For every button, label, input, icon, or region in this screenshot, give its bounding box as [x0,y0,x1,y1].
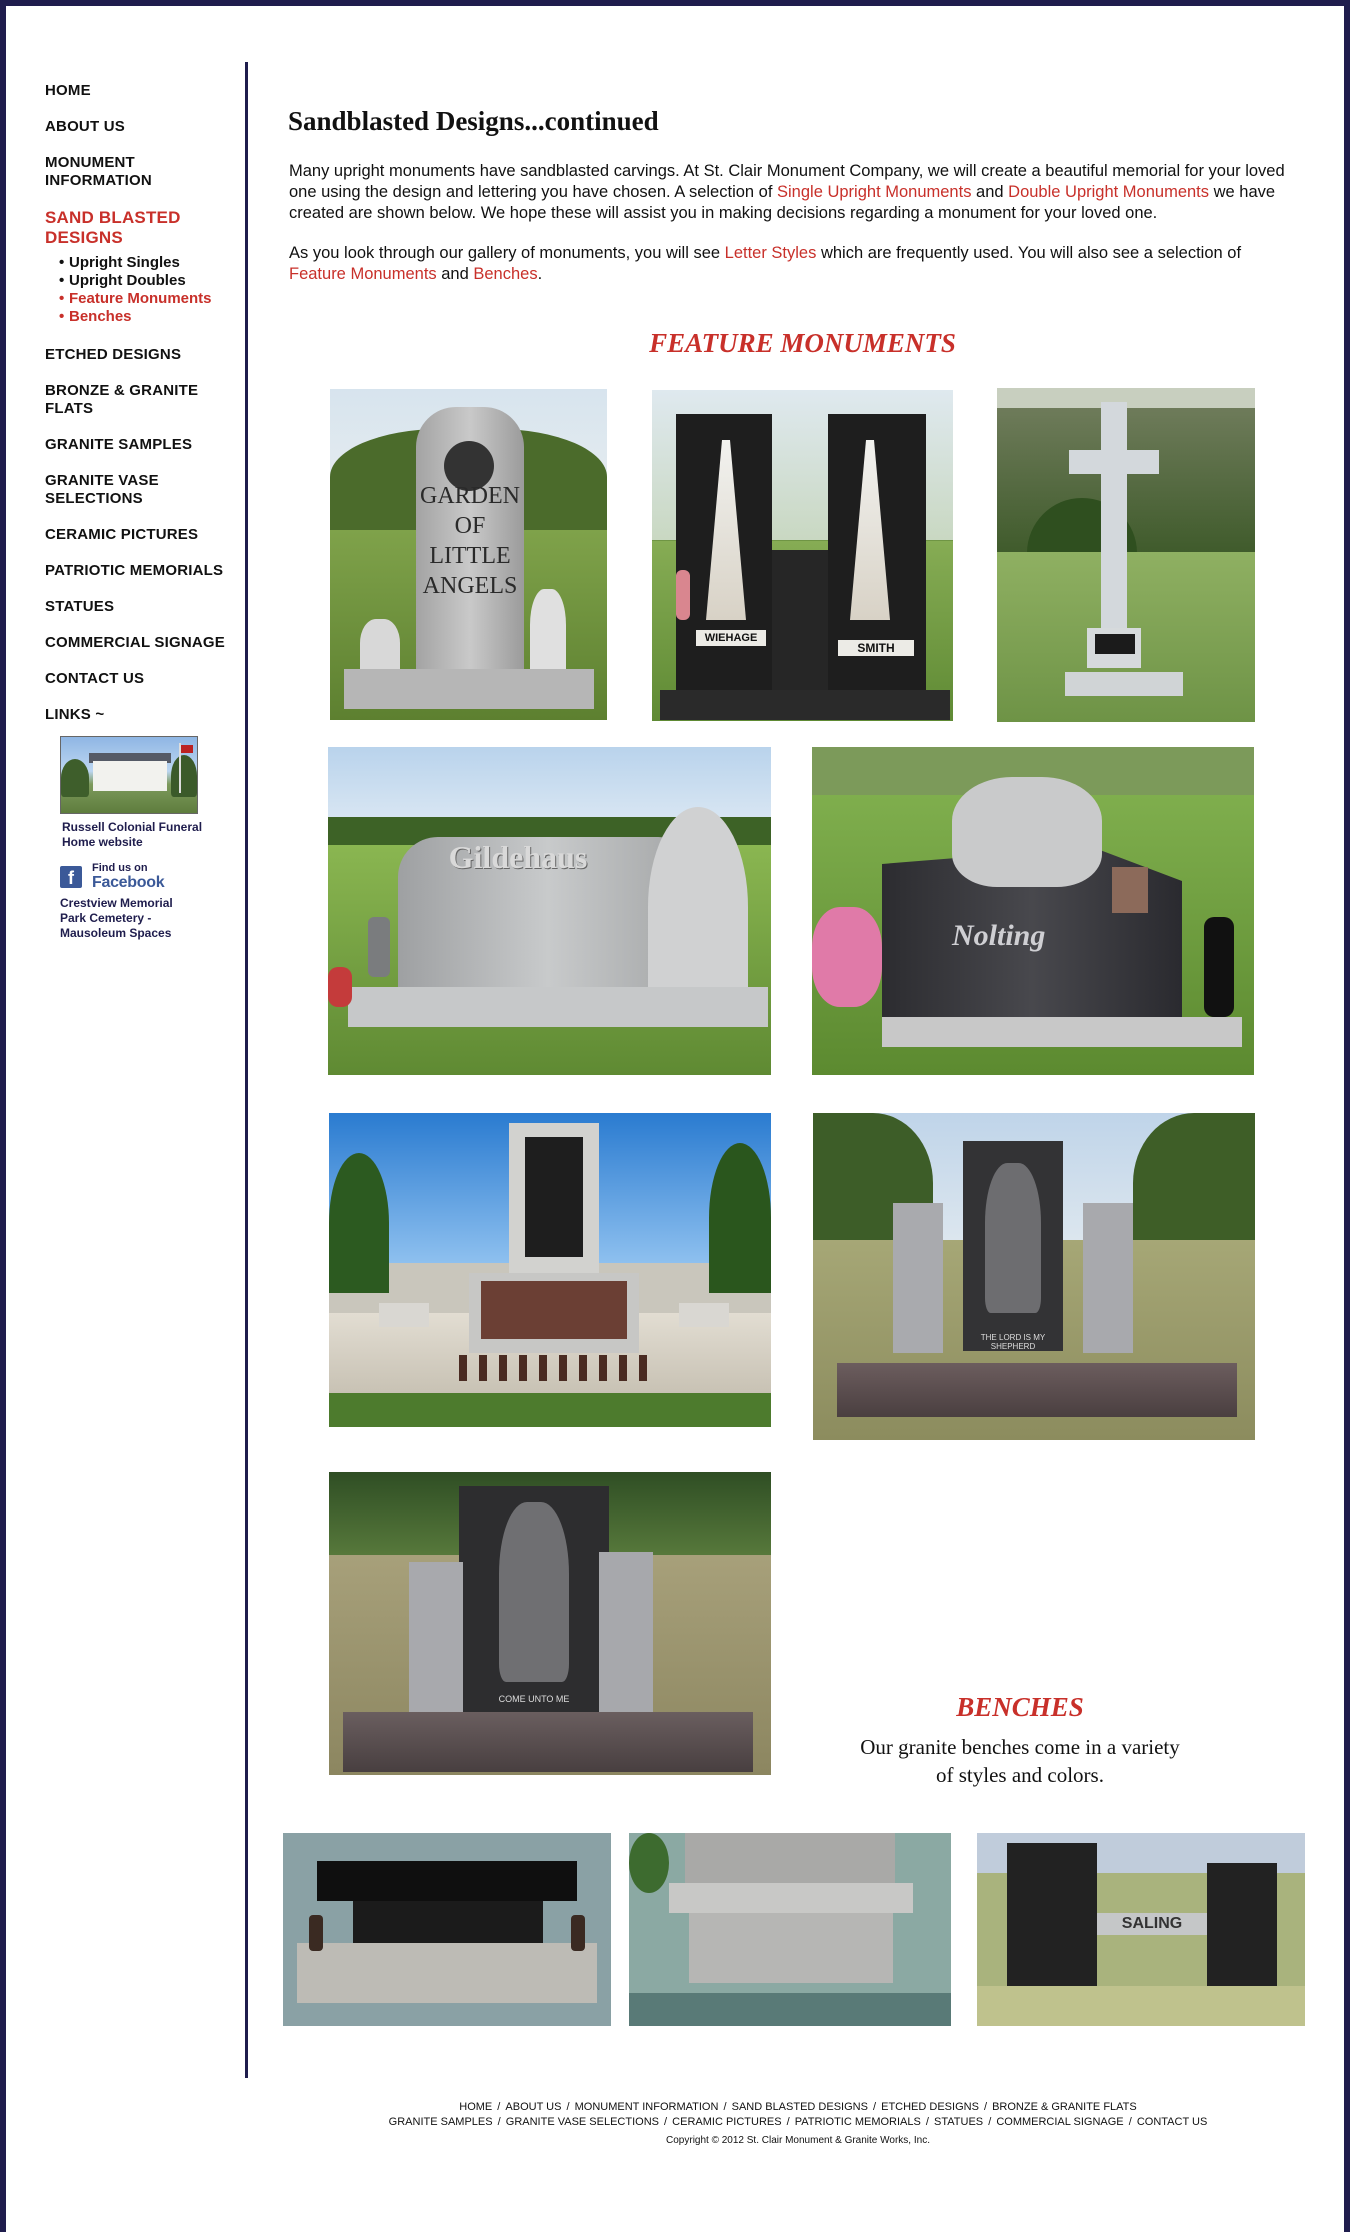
headstone-line: LITTLE [429,543,511,569]
base-shape [344,669,594,709]
headstone-shape [525,1137,583,1257]
gallery-paragraph [289,243,1299,285]
nav-monument-information[interactable]: MONUMENT INFORMATION [45,154,152,189]
monument-photo-wiehage-smith [652,390,953,721]
angel-statue-shape [952,777,1102,887]
footer-separator: / [985,2116,995,2128]
sidebar-divider [245,62,248,2078]
headstone-text [416,481,524,601]
nav-etched-designs[interactable]: ETCHED DESIGNS [45,346,182,363]
headstone-name: Nolting [952,919,1046,952]
angel-statue-shape [648,807,748,1007]
granite-pillar-shape [1083,1203,1133,1353]
subnav-upright-doubles[interactable] [59,272,245,290]
flowers-shape [812,907,882,1007]
flowers-shape [629,1833,669,1893]
text-span: As you look through our gallery of monuments, you will see [289,244,725,262]
monument-photo-garden-of-little-angels [330,389,607,720]
text-span: and [971,183,1009,201]
page-title: Sandblasted Designs...continued [288,106,659,136]
subnav-benches[interactable] [59,308,245,326]
photo-trees [709,1143,771,1293]
footer-separator: / [720,2101,730,2113]
benches-link[interactable]: Benches [473,265,538,283]
nameplate-smith: SMITH [838,640,914,656]
monument-photo-cross [997,388,1255,722]
left-border [0,0,6,2232]
portrait-shape [1112,867,1148,913]
monument-photo-come-unto-me [329,1472,771,1775]
flowers-shape [328,967,352,1007]
nav-granite-vase-selections[interactable]: GRANITE VASE SELECTIONS [45,472,159,507]
facebook-link[interactable] [60,862,210,892]
subnav-sand-blasted [59,254,245,326]
text-span: and [436,265,474,283]
headstone-line: GARDEN [420,483,520,509]
text-span: . [537,265,543,283]
subnav-upright-singles[interactable] [59,254,245,272]
monument-photo-shepherd [813,1113,1255,1440]
photo-shape [93,761,167,791]
footer-link-sand-blasted-designs[interactable]: SAND BLASTED DESIGNS [731,2101,868,2113]
benches-heading: BENCHES [956,1692,1084,1722]
granite-pillar-shape [409,1562,463,1712]
vases-shape [459,1355,659,1381]
footer-link-home[interactable]: HOME [459,2101,493,2113]
double-upright-link[interactable]: Double Upright Monuments [1008,183,1210,201]
footer-link-about-us[interactable]: ABOUT US [505,2101,562,2113]
footer-separator: / [1125,2116,1135,2128]
flag-icon [181,745,193,753]
base-shape [343,1712,753,1772]
nav-commercial-signage[interactable]: COMMERCIAL SIGNAGE [45,634,225,651]
benches-description: Our granite benches come in a variety of styles and colors. [860,1735,1180,1787]
granite-pillar-shape [599,1552,653,1712]
facebook-icon: f [60,866,82,888]
text-span: Many upright monuments have sandblasted carvings. At St. Clair Monument Company, we will create a beautiful memorial for your loved one using the design and lettering you have chosen. A selection of [289,162,1285,201]
footer-separator: / [980,2101,991,2113]
footer-link-bronze-granite-flats[interactable]: BRONZE & GRANITE FLATS [992,2101,1137,2113]
headstone-verse: THE LORD IS MY SHEPHERD [980,1333,1046,1351]
headstone-shape [685,1833,895,1883]
nav-links[interactable]: LINKS ~ [45,706,105,723]
base-shape [348,987,768,1027]
footer-link-ceramic-pictures[interactable]: CERAMIC PICTURES [672,2116,782,2128]
vase-shape [309,1915,323,1951]
headstone-shape [772,550,828,704]
footer-link-granite-samples[interactable]: GRANITE SAMPLES [388,2116,493,2128]
nav-statues[interactable]: STATUES [45,598,115,615]
bullet-icon: • [59,254,65,271]
bench-photo-saling [977,1833,1305,2026]
bench-shape [689,1913,893,1983]
bench-photo-gray [629,1833,951,2026]
footer-separator: / [869,2101,880,2113]
footer-separator: / [563,2101,573,2113]
text-span: we have created are shown below. We hope these will assist you in making decisions regarding a monument for your loved one. [289,183,1276,222]
bullet-icon: • [59,272,65,289]
cross-shape [1069,450,1159,474]
headstone-verse: COME UNTO ME [498,1694,570,1704]
footer-separator: / [494,2116,504,2128]
cross-shape [1101,402,1127,652]
nav-sand-blasted-designs[interactable]: SAND BLASTED DESIGNS [45,208,181,247]
nav-granite-samples[interactable]: GRANITE SAMPLES [45,436,193,453]
flowers-shape [676,570,690,620]
bench-photo-black [283,1833,611,2026]
footer-separator: / [494,2101,504,2113]
base-shape [297,1943,597,2003]
subnav-label: Benches [69,308,132,325]
subnav-label: Upright Singles [69,254,180,271]
footer-link-granite-vase-selections[interactable]: GRANITE VASE SELECTIONS [505,2116,659,2128]
nav-about-us[interactable]: ABOUT US [45,118,125,135]
etching-shape [499,1502,569,1682]
photo-grass [329,1393,771,1427]
footer-row-1 [248,2100,1348,2115]
nav-bronze-granite-flats[interactable]: BRONZE & GRANITE FLATS [45,382,199,417]
bench-shape [679,1303,729,1327]
base-shape [882,1017,1242,1047]
subnav-feature-monuments[interactable] [59,290,245,308]
nav-contact-us[interactable]: CONTACT US [45,670,145,687]
facebook-name-label: Facebook [92,874,165,891]
footer-link-statues[interactable]: STATUES [934,2116,984,2128]
photo-trees [1133,1113,1255,1253]
footer-separator: / [783,2116,793,2128]
intro-paragraph [289,161,1299,224]
footer-separator: / [922,2116,933,2128]
subnav-label: Feature Monuments [69,290,212,307]
russell-colonial-link[interactable]: Russell Colonial Funeral Home website [62,820,203,849]
feature-monuments-heading: FEATURE MONUMENTS [649,328,956,358]
etching-shape [985,1163,1041,1313]
plaque-shape [1095,634,1135,654]
footer-link-monument-information[interactable]: MONUMENT INFORMATION [574,2101,719,2113]
photo-shape [61,759,89,797]
base-shape [837,1363,1237,1417]
facebook-find-label: Find us on [92,862,148,874]
footer-link-commercial-signage[interactable]: COMMERCIAL SIGNAGE [996,2116,1124,2128]
subnav-label: Upright Doubles [69,272,186,289]
photo-grass [977,1986,1305,2026]
top-border [0,0,1350,6]
footer-row-2 [248,2115,1348,2130]
bench-shape [669,1883,913,1913]
bench-nameplate: SALING [1097,1913,1207,1935]
nav-ceramic-pictures[interactable]: CERAMIC PICTURES [45,526,199,543]
vase-shape [368,917,390,977]
photo-shape [171,755,197,797]
vase-shape [571,1915,585,1951]
headstone-line: OF [454,513,486,539]
bench-shape [379,1303,429,1327]
letter-styles-link[interactable]: Letter Styles [724,244,817,262]
funeral-home-photo[interactable] [60,736,198,814]
granite-pillar-shape [893,1203,943,1353]
photo-trees [329,1153,389,1293]
sidebar-nav [45,82,245,742]
right-border [1344,0,1350,2232]
photo-floor [629,1993,951,2026]
bullet-icon: • [59,290,65,307]
crestview-link[interactable]: Crestview Memorial Park Cemetery - Mausoleum Spaces [60,896,173,940]
footer-link-patriotic-memorials[interactable]: PATRIOTIC MEMORIALS [794,2116,921,2128]
monument-photo-gildehaus [328,747,771,1075]
footer-link-etched-designs[interactable]: ETCHED DESIGNS [881,2101,979,2113]
bullet-icon: • [59,308,65,325]
single-upright-link[interactable]: Single Upright Monuments [777,183,972,201]
headstone-name: Gildehaus [448,839,588,875]
headstone-shape [1207,1863,1277,2003]
bench-shape [317,1861,577,1901]
monument-photo-nolting [812,747,1254,1075]
base-shape [660,690,950,720]
niche-wall-shape [481,1281,627,1339]
monument-photo-niche-wall [329,1113,771,1427]
footer-link-contact-us[interactable]: CONTACT US [1136,2116,1208,2128]
feature-monuments-link[interactable]: Feature Monuments [289,265,437,283]
headstone-line: ANGELS [422,573,518,599]
angel-statue-shape [530,589,566,679]
nameplate-wiehage: WIEHAGE [696,630,766,646]
copyright-notice: Copyright © 2012 St. Clair Monument & Granite Works, Inc. [666,2135,930,2146]
footer-separator: / [661,2116,671,2128]
nav-patriotic-memorials[interactable]: PATRIOTIC MEMORIALS [45,562,224,579]
base-shape [1065,672,1183,696]
nav-home[interactable]: HOME [45,82,91,99]
text-span: which are frequently used. You will also see a selection of [816,244,1242,262]
vase-shape [1204,917,1234,1017]
